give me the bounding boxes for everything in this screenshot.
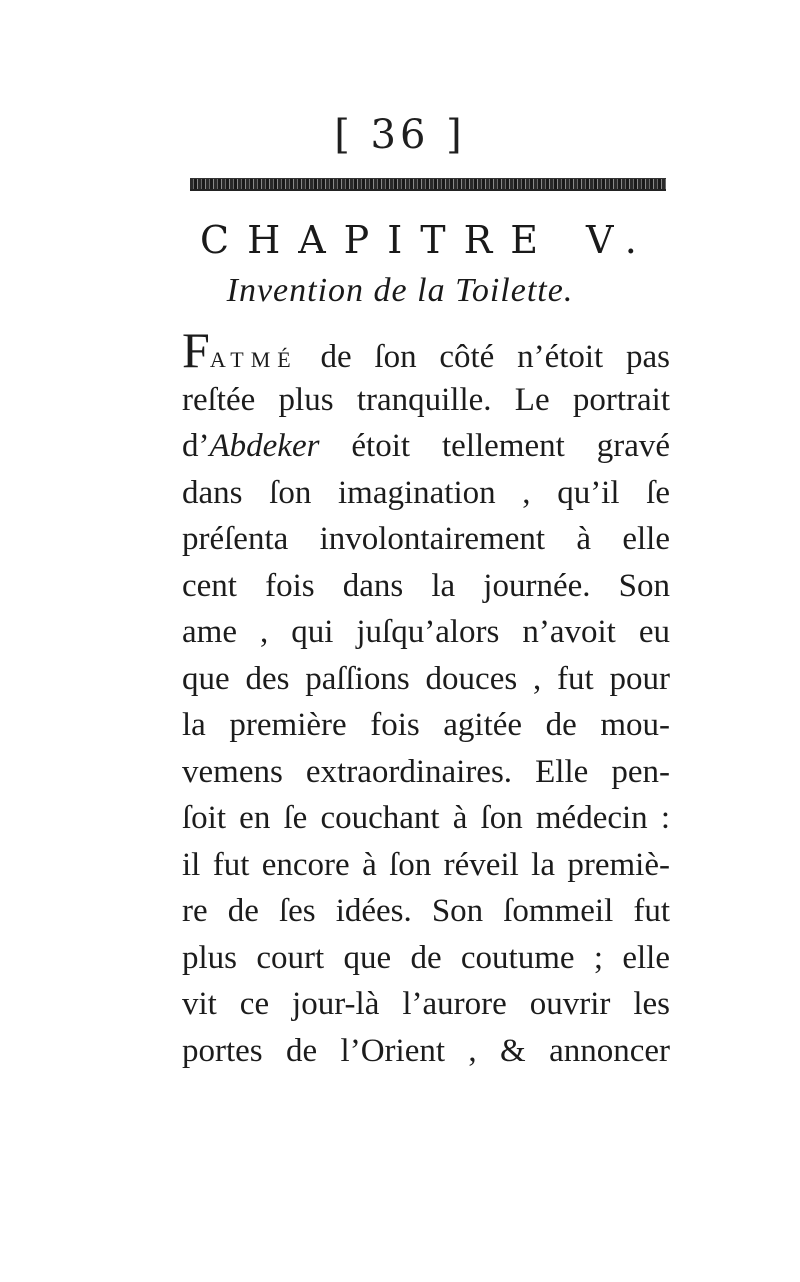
drop-cap: F: [182, 322, 210, 378]
line-3-prefix: d’: [182, 428, 210, 464]
name-abdeker: Abdeker: [209, 428, 320, 464]
text-line-12: il fut encore à ſon réveil la premiè-: [182, 846, 670, 883]
body-text: [182, 322, 671, 1074]
text-line-1: [182, 322, 670, 378]
text-line-9: la première fois agitée de mou-: [182, 707, 670, 743]
text-line-16: portes de l’Orient , & annoncer: [182, 1032, 670, 1069]
line-3-rest: étoit tellement gravé: [351, 428, 671, 464]
chapter-title: CHAPITRE V.: [200, 218, 655, 262]
text-line-11: ſoit en ſe couchant à ſon médecin :: [182, 800, 670, 836]
text-line-4: dans ſon imagination , qu’il ſe: [182, 474, 670, 511]
text-line-7: ame , qui juſqu’alors n’avoit eu: [182, 614, 670, 650]
text-line-13: re de ſes idées. Son ſommeil fut: [182, 893, 670, 929]
text-line-10: vemens extraordinaires. Elle pen-: [182, 753, 670, 790]
text-line-15: vit ce jour-là l’aurore ouvrir les: [182, 986, 670, 1022]
text-line-3: [182, 423, 670, 470]
first-word-smallcaps: ATMÉ: [209, 347, 298, 372]
text-line-14: plus court que de coutume ; elle: [182, 939, 670, 976]
text-line-8: que des paſſions douces , fut pour: [182, 660, 670, 697]
text-line-2: reſtée plus tranquille. Le portrait: [182, 381, 670, 418]
chapter-subtitle: Invention de la Toilette.: [226, 272, 574, 309]
line-1-rest: de ſon côté n’étoit pas: [320, 339, 670, 375]
page-number: [ 36 ]: [334, 112, 466, 158]
ornamental-rule: [190, 178, 666, 191]
text-line-5: préſenta involontairement à elle: [182, 521, 670, 557]
text-line-6: cent fois dans la journée. Son: [182, 567, 670, 604]
